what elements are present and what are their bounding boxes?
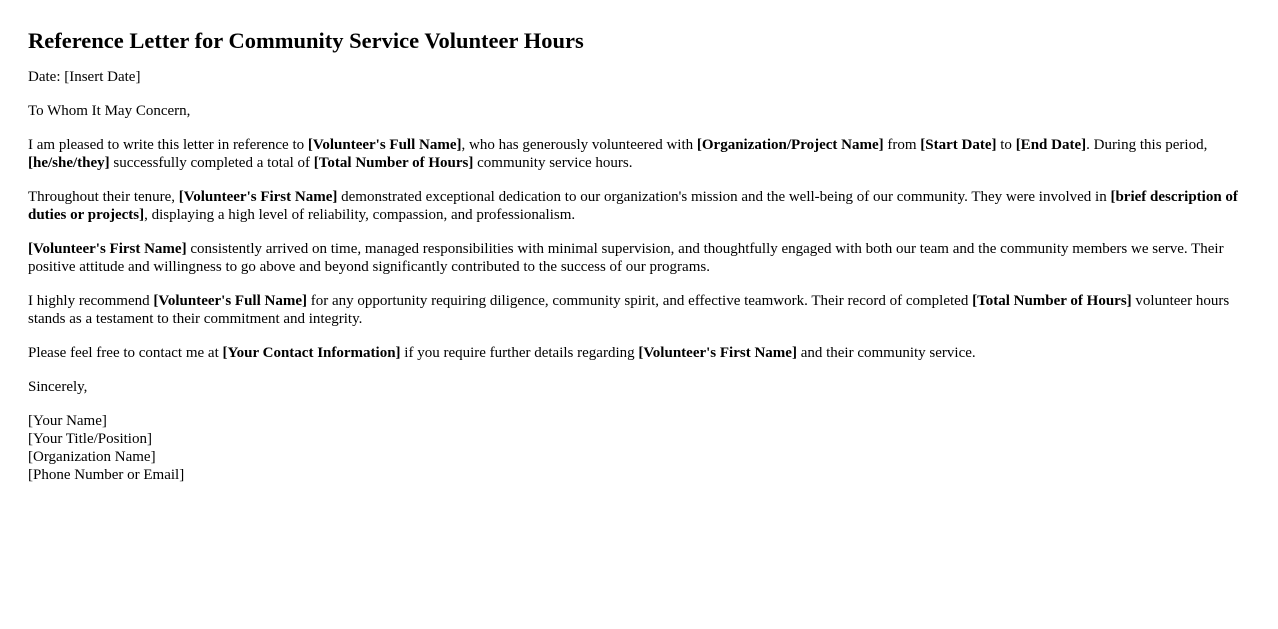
placeholder-volunteer-first-name: [Volunteer's First Name] bbox=[28, 241, 187, 257]
placeholder-start-date: [Start Date] bbox=[920, 137, 997, 153]
letter-document bbox=[0, 28, 1278, 484]
letter-salutation: To Whom It May Concern, bbox=[28, 103, 191, 119]
placeholder-volunteer-full-name: [Volunteer's Full Name] bbox=[153, 293, 307, 309]
text: from bbox=[883, 137, 921, 153]
letter-closing: Sincerely, bbox=[28, 379, 88, 395]
text: Throughout their tenure, bbox=[28, 189, 179, 205]
placeholder-pronoun: [he/she/they] bbox=[28, 155, 110, 171]
paragraph-contact bbox=[28, 344, 1250, 362]
text: if you require further details regarding bbox=[400, 345, 639, 361]
text: successfully completed a total of bbox=[109, 155, 314, 171]
placeholder-contact-information: [Your Contact Information] bbox=[222, 345, 401, 361]
signature-organization: [Organization Name] bbox=[28, 449, 156, 465]
placeholder-duties-description: [brief description of duties or projects] bbox=[28, 189, 1238, 223]
paragraph-duties bbox=[28, 188, 1250, 224]
text: . During this period, bbox=[1086, 137, 1208, 153]
text: to bbox=[996, 137, 1016, 153]
text: volunteer hours stands as a testament to their commitment and integrity. bbox=[28, 293, 1230, 327]
text: , displaying a high level of reliability, compassion, and professionalism. bbox=[144, 207, 576, 223]
placeholder-organization-name: [Organization/Project Name] bbox=[696, 137, 884, 153]
text: demonstrated exceptional dedication to our organization's mission and the well-being of our community. They were involved in bbox=[337, 189, 1111, 205]
signature-block bbox=[28, 412, 1250, 484]
placeholder-end-date: [End Date] bbox=[1015, 137, 1087, 153]
text: Please feel free to contact me at bbox=[28, 345, 223, 361]
paragraph-introduction bbox=[28, 136, 1250, 172]
paragraph-conduct bbox=[28, 240, 1250, 276]
text: I am pleased to write this letter in reference to bbox=[28, 137, 308, 153]
placeholder-total-hours: [Total Number of Hours] bbox=[972, 293, 1132, 309]
text: community service hours. bbox=[473, 155, 633, 171]
paragraph-recommendation bbox=[28, 292, 1250, 328]
letter-title: Reference Letter for Community Service Volunteer Hours bbox=[28, 28, 584, 53]
placeholder-volunteer-first-name: [Volunteer's First Name] bbox=[638, 345, 797, 361]
text: for any opportunity requiring diligence, community spirit, and effective teamwork. Their record of completed bbox=[307, 293, 973, 309]
text: , who has generously volunteered with bbox=[461, 137, 697, 153]
letter-date: Date: [Insert Date] bbox=[28, 69, 141, 85]
placeholder-volunteer-first-name: [Volunteer's First Name] bbox=[178, 189, 338, 205]
placeholder-volunteer-full-name: [Volunteer's Full Name] bbox=[307, 137, 462, 153]
signature-title: [Your Title/Position] bbox=[28, 431, 152, 447]
signature-name: [Your Name] bbox=[28, 413, 107, 429]
signature-contact: [Phone Number or Email] bbox=[28, 467, 185, 483]
text: consistently arrived on time, managed responsibilities with minimal supervision, and thoughtfully engaged with both our team and the community members we serve. Their positive attitude and willingness to go above and beyond significantly contributed to the success of our programs. bbox=[28, 241, 1224, 275]
text: and their community service. bbox=[796, 345, 976, 361]
placeholder-total-hours: [Total Number of Hours] bbox=[313, 155, 474, 171]
text: I highly recommend bbox=[28, 293, 154, 309]
